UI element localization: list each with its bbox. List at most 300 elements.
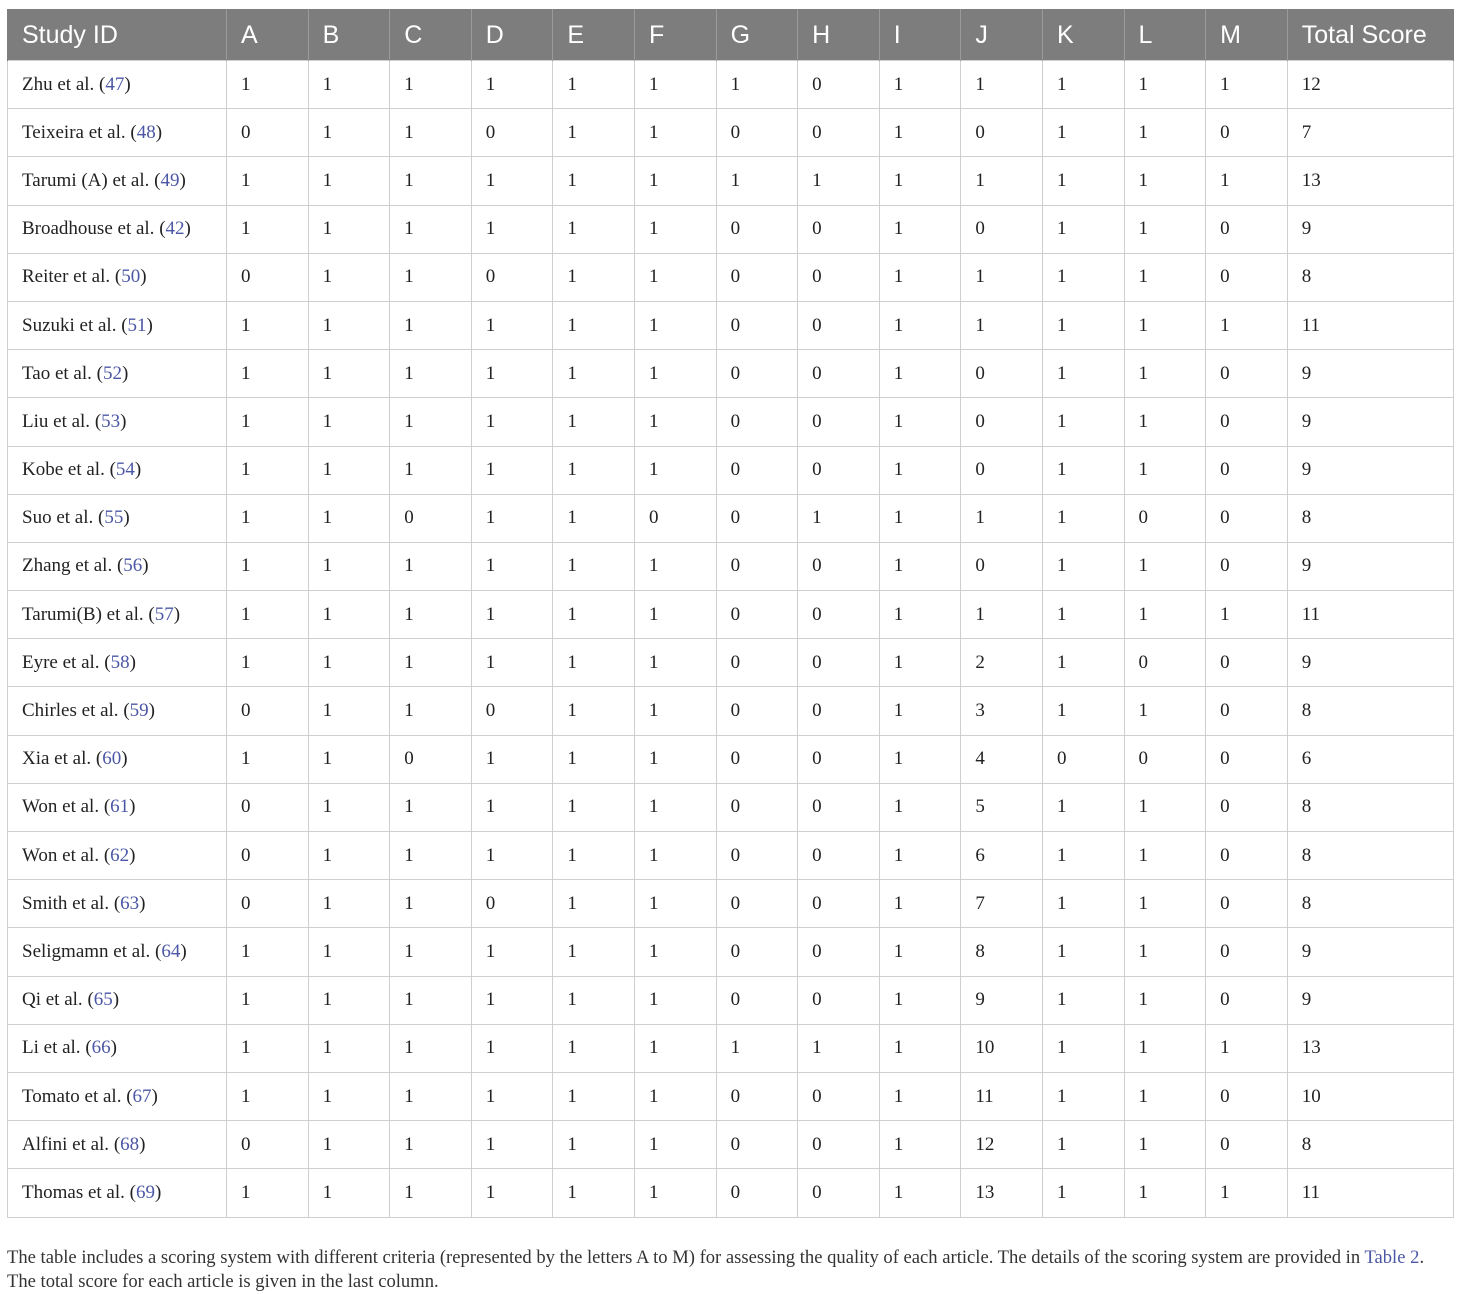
score-cell-m: 0 xyxy=(1206,1072,1288,1120)
score-cell-k: 1 xyxy=(1042,783,1124,831)
study-id-cell: Qi et al. (65) xyxy=(8,976,227,1024)
score-cell-k: 1 xyxy=(1042,687,1124,735)
study-name: Li et al. xyxy=(22,1037,81,1059)
score-cell-f: 1 xyxy=(634,253,716,301)
header-criterion-g: G xyxy=(716,10,798,61)
score-cell-g: 1 xyxy=(716,61,798,109)
score-cell-a: 0 xyxy=(227,109,309,157)
score-cell-f: 1 xyxy=(634,735,716,783)
score-cell-i: 1 xyxy=(879,639,961,687)
study-id-cell: Zhang et al. (56) xyxy=(8,542,227,590)
score-cell-b: 1 xyxy=(308,832,390,880)
score-cell-c: 1 xyxy=(390,1024,472,1072)
score-cell-j: 0 xyxy=(961,542,1043,590)
study-id-cell: Tomato et al. (67) xyxy=(8,1072,227,1120)
score-cell-l: 1 xyxy=(1124,446,1206,494)
study-name: Teixeira et al. xyxy=(22,121,126,143)
score-cell-c: 1 xyxy=(390,350,472,398)
score-cell-b: 1 xyxy=(308,446,390,494)
study-id-cell: Thomas et al. (69) xyxy=(8,1169,227,1217)
study-name: Suo et al. xyxy=(22,507,94,529)
study-id-cell: Reiter et al. (50) xyxy=(8,253,227,301)
table-body xyxy=(8,61,1454,1218)
reference-link[interactable]: 64 xyxy=(161,940,181,962)
table-row xyxy=(8,398,1454,446)
study-name: Thomas et al. xyxy=(22,1181,125,1203)
reference-link[interactable]: 50 xyxy=(121,266,141,288)
score-cell-a: 1 xyxy=(227,398,309,446)
score-cell-e: 1 xyxy=(553,109,635,157)
study-name: Tomato et al. xyxy=(22,1085,122,1107)
total-score-cell: 8 xyxy=(1287,783,1453,831)
score-cell-k: 1 xyxy=(1042,1121,1124,1169)
score-cell-b: 1 xyxy=(308,350,390,398)
study-name: Won et al. xyxy=(22,796,100,818)
quality-score-table xyxy=(7,9,1454,1218)
score-cell-i: 1 xyxy=(879,1072,961,1120)
score-cell-l: 1 xyxy=(1124,1169,1206,1217)
score-cell-c: 1 xyxy=(390,880,472,928)
score-cell-c: 1 xyxy=(390,398,472,446)
study-name: Xia et al. xyxy=(22,748,92,770)
study-id-cell: Liu et al. (53) xyxy=(8,398,227,446)
reference-link[interactable]: 47 xyxy=(105,73,125,95)
reference-link[interactable]: 60 xyxy=(102,748,122,770)
score-cell-d: 1 xyxy=(471,157,553,205)
score-cell-l: 1 xyxy=(1124,687,1206,735)
score-cell-i: 1 xyxy=(879,687,961,735)
header-criterion-j: J xyxy=(961,10,1043,61)
score-cell-k: 1 xyxy=(1042,494,1124,542)
score-cell-i: 1 xyxy=(879,494,961,542)
score-cell-a: 1 xyxy=(227,928,309,976)
score-cell-h: 1 xyxy=(798,494,880,542)
score-cell-k: 1 xyxy=(1042,109,1124,157)
total-score-cell: 12 xyxy=(1287,61,1453,109)
study-name: Kobe et al. xyxy=(22,459,105,481)
score-cell-g: 0 xyxy=(716,735,798,783)
study-name: Broadhouse et al. xyxy=(22,218,155,240)
score-cell-i: 1 xyxy=(879,783,961,831)
score-cell-a: 1 xyxy=(227,446,309,494)
score-cell-c: 1 xyxy=(390,446,472,494)
score-cell-i: 1 xyxy=(879,109,961,157)
score-cell-a: 1 xyxy=(227,205,309,253)
header-criterion-d: D xyxy=(471,10,553,61)
score-cell-b: 1 xyxy=(308,639,390,687)
header-criterion-i: I xyxy=(879,10,961,61)
study-id-cell: Teixeira et al. (48) xyxy=(8,109,227,157)
score-cell-m: 0 xyxy=(1206,350,1288,398)
score-cell-a: 1 xyxy=(227,350,309,398)
score-cell-h: 0 xyxy=(798,109,880,157)
score-cell-b: 1 xyxy=(308,1121,390,1169)
reference-link[interactable]: 55 xyxy=(104,507,124,529)
table-row xyxy=(8,494,1454,542)
score-cell-c: 1 xyxy=(390,832,472,880)
score-cell-b: 1 xyxy=(308,1024,390,1072)
score-cell-m: 0 xyxy=(1206,398,1288,446)
score-cell-g: 1 xyxy=(716,1024,798,1072)
score-cell-f: 1 xyxy=(634,928,716,976)
score-cell-l: 1 xyxy=(1124,1072,1206,1120)
score-cell-h: 0 xyxy=(798,253,880,301)
score-cell-d: 1 xyxy=(471,350,553,398)
study-id-cell: Li et al. (66) xyxy=(8,1024,227,1072)
score-cell-e: 1 xyxy=(553,1024,635,1072)
score-cell-m: 0 xyxy=(1206,109,1288,157)
score-cell-i: 1 xyxy=(879,1121,961,1169)
score-cell-e: 1 xyxy=(553,735,635,783)
total-score-cell: 9 xyxy=(1287,446,1453,494)
header-total-score: Total Score xyxy=(1287,10,1453,61)
total-score-cell: 9 xyxy=(1287,542,1453,590)
reference-link[interactable]: 68 xyxy=(120,1133,140,1155)
score-cell-k: 1 xyxy=(1042,253,1124,301)
score-cell-d: 0 xyxy=(471,880,553,928)
score-cell-b: 1 xyxy=(308,542,390,590)
table-row xyxy=(8,109,1454,157)
score-cell-d: 1 xyxy=(471,1121,553,1169)
study-id-cell: Alfini et al. (68) xyxy=(8,1121,227,1169)
score-cell-i: 1 xyxy=(879,591,961,639)
score-cell-l: 0 xyxy=(1124,735,1206,783)
score-cell-h: 1 xyxy=(798,157,880,205)
score-cell-b: 1 xyxy=(308,301,390,349)
score-cell-j: 1 xyxy=(961,494,1043,542)
study-name: Tarumi(B) et al. xyxy=(22,603,144,625)
score-cell-i: 1 xyxy=(879,398,961,446)
score-cell-e: 1 xyxy=(553,928,635,976)
reference-link[interactable]: 49 xyxy=(160,169,180,191)
reference-link[interactable]: 59 xyxy=(129,700,149,722)
score-cell-k: 1 xyxy=(1042,880,1124,928)
score-cell-l: 1 xyxy=(1124,301,1206,349)
score-cell-a: 0 xyxy=(227,832,309,880)
total-score-cell: 8 xyxy=(1287,687,1453,735)
reference-link[interactable]: 42 xyxy=(165,218,185,240)
score-cell-a: 1 xyxy=(227,494,309,542)
score-cell-a: 0 xyxy=(227,1121,309,1169)
study-id-cell: Chirles et al. (59) xyxy=(8,687,227,735)
score-cell-h: 0 xyxy=(798,1072,880,1120)
score-cell-j: 6 xyxy=(961,832,1043,880)
score-cell-e: 1 xyxy=(553,494,635,542)
table-row xyxy=(8,880,1454,928)
score-cell-f: 0 xyxy=(634,494,716,542)
score-cell-c: 1 xyxy=(390,205,472,253)
score-cell-g: 0 xyxy=(716,446,798,494)
score-cell-m: 0 xyxy=(1206,976,1288,1024)
score-cell-j: 0 xyxy=(961,205,1043,253)
score-cell-f: 1 xyxy=(634,446,716,494)
table-row xyxy=(8,1121,1454,1169)
study-id-cell: Suzuki et al. (51) xyxy=(8,301,227,349)
footnote-text-before: The table includes a scoring system with different criteria (represented by the letters A to M) for assessing the quality of each article. The details of the scoring system are provided in xyxy=(7,1246,1365,1268)
total-score-cell: 13 xyxy=(1287,157,1453,205)
score-cell-c: 1 xyxy=(390,639,472,687)
score-cell-g: 0 xyxy=(716,398,798,446)
score-cell-j: 5 xyxy=(961,783,1043,831)
quality-score-table-container xyxy=(7,9,1453,1218)
score-cell-b: 1 xyxy=(308,61,390,109)
score-cell-e: 1 xyxy=(553,253,635,301)
reference-link[interactable]: 69 xyxy=(135,1181,155,1203)
score-cell-a: 1 xyxy=(227,976,309,1024)
score-cell-h: 0 xyxy=(798,687,880,735)
study-name: Smith et al. xyxy=(22,892,110,914)
score-cell-e: 1 xyxy=(553,1121,635,1169)
table-row xyxy=(8,1072,1454,1120)
score-cell-k: 1 xyxy=(1042,639,1124,687)
score-cell-m: 1 xyxy=(1206,1024,1288,1072)
score-cell-k: 1 xyxy=(1042,205,1124,253)
score-cell-i: 1 xyxy=(879,1169,961,1217)
score-cell-m: 0 xyxy=(1206,446,1288,494)
score-cell-b: 1 xyxy=(308,735,390,783)
score-cell-i: 1 xyxy=(879,1024,961,1072)
total-score-cell: 9 xyxy=(1287,205,1453,253)
score-cell-m: 1 xyxy=(1206,1169,1288,1217)
score-cell-f: 1 xyxy=(634,783,716,831)
score-cell-c: 1 xyxy=(390,783,472,831)
score-cell-i: 1 xyxy=(879,301,961,349)
score-cell-d: 1 xyxy=(471,446,553,494)
study-id-cell: Eyre et al. (58) xyxy=(8,639,227,687)
table-row xyxy=(8,639,1454,687)
study-name: Alfini et al. xyxy=(22,1133,110,1155)
score-cell-l: 1 xyxy=(1124,832,1206,880)
score-cell-j: 0 xyxy=(961,446,1043,494)
reference-link[interactable]: 53 xyxy=(101,410,121,432)
score-cell-k: 1 xyxy=(1042,1024,1124,1072)
score-cell-d: 1 xyxy=(471,1169,553,1217)
score-cell-h: 0 xyxy=(798,928,880,976)
score-cell-e: 1 xyxy=(553,61,635,109)
score-cell-g: 0 xyxy=(716,591,798,639)
score-cell-j: 3 xyxy=(961,687,1043,735)
score-cell-e: 1 xyxy=(553,783,635,831)
score-cell-b: 1 xyxy=(308,398,390,446)
score-cell-l: 1 xyxy=(1124,783,1206,831)
score-cell-d: 1 xyxy=(471,928,553,976)
score-cell-h: 0 xyxy=(798,976,880,1024)
score-cell-c: 1 xyxy=(390,157,472,205)
score-cell-h: 0 xyxy=(798,591,880,639)
score-cell-j: 12 xyxy=(961,1121,1043,1169)
score-cell-g: 0 xyxy=(716,928,798,976)
score-cell-a: 0 xyxy=(227,253,309,301)
table-row xyxy=(8,783,1454,831)
study-id-cell: Xia et al. (60) xyxy=(8,735,227,783)
header-criterion-m: M xyxy=(1206,10,1288,61)
score-cell-f: 1 xyxy=(634,832,716,880)
score-cell-e: 1 xyxy=(553,205,635,253)
score-cell-m: 0 xyxy=(1206,542,1288,590)
score-cell-k: 1 xyxy=(1042,350,1124,398)
score-cell-d: 1 xyxy=(471,494,553,542)
score-cell-h: 0 xyxy=(798,880,880,928)
score-cell-h: 0 xyxy=(798,1169,880,1217)
score-cell-i: 1 xyxy=(879,157,961,205)
score-cell-e: 1 xyxy=(553,301,635,349)
score-cell-h: 0 xyxy=(798,446,880,494)
score-cell-l: 1 xyxy=(1124,591,1206,639)
reference-link[interactable]: 63 xyxy=(120,892,140,914)
score-cell-d: 1 xyxy=(471,205,553,253)
study-name: Tao et al. xyxy=(22,362,92,384)
study-id-cell: Tarumi (A) et al. (49) xyxy=(8,157,227,205)
reference-link[interactable]: 48 xyxy=(136,121,156,143)
reference-link[interactable]: 54 xyxy=(115,459,135,481)
score-cell-h: 0 xyxy=(798,398,880,446)
score-cell-l: 1 xyxy=(1124,61,1206,109)
score-cell-k: 0 xyxy=(1042,735,1124,783)
score-cell-f: 1 xyxy=(634,205,716,253)
score-cell-g: 0 xyxy=(716,639,798,687)
score-cell-j: 11 xyxy=(961,1072,1043,1120)
score-cell-i: 1 xyxy=(879,880,961,928)
score-cell-g: 0 xyxy=(716,1169,798,1217)
score-cell-c: 1 xyxy=(390,1169,472,1217)
total-score-cell: 7 xyxy=(1287,109,1453,157)
score-cell-d: 1 xyxy=(471,301,553,349)
table-row xyxy=(8,542,1454,590)
score-cell-c: 1 xyxy=(390,1072,472,1120)
score-cell-d: 1 xyxy=(471,61,553,109)
score-cell-k: 1 xyxy=(1042,398,1124,446)
table-footnote xyxy=(7,1246,1455,1294)
table-row xyxy=(8,687,1454,735)
score-cell-c: 1 xyxy=(390,253,472,301)
score-cell-l: 1 xyxy=(1124,253,1206,301)
reference-link[interactable]: 56 xyxy=(123,555,143,577)
score-cell-g: 0 xyxy=(716,301,798,349)
score-cell-g: 0 xyxy=(716,783,798,831)
study-name: Qi et al. xyxy=(22,989,83,1011)
score-cell-e: 1 xyxy=(553,1169,635,1217)
score-cell-b: 1 xyxy=(308,687,390,735)
score-cell-m: 0 xyxy=(1206,832,1288,880)
score-cell-m: 0 xyxy=(1206,928,1288,976)
score-cell-m: 1 xyxy=(1206,157,1288,205)
score-cell-i: 1 xyxy=(879,976,961,1024)
score-cell-f: 1 xyxy=(634,687,716,735)
table-row xyxy=(8,832,1454,880)
score-cell-f: 1 xyxy=(634,1072,716,1120)
header-criterion-e: E xyxy=(553,10,635,61)
total-score-cell: 8 xyxy=(1287,494,1453,542)
score-cell-l: 1 xyxy=(1124,976,1206,1024)
reference-link[interactable]: 62 xyxy=(110,844,130,866)
score-cell-g: 0 xyxy=(716,1121,798,1169)
score-cell-c: 1 xyxy=(390,542,472,590)
score-cell-g: 0 xyxy=(716,109,798,157)
score-cell-m: 0 xyxy=(1206,494,1288,542)
score-cell-e: 1 xyxy=(553,687,635,735)
score-cell-d: 1 xyxy=(471,639,553,687)
score-cell-h: 0 xyxy=(798,61,880,109)
score-cell-k: 1 xyxy=(1042,1169,1124,1217)
score-cell-g: 0 xyxy=(716,253,798,301)
score-cell-f: 1 xyxy=(634,109,716,157)
total-score-cell: 9 xyxy=(1287,976,1453,1024)
study-id-cell: Tarumi(B) et al. (57) xyxy=(8,591,227,639)
score-cell-k: 1 xyxy=(1042,446,1124,494)
score-cell-k: 1 xyxy=(1042,1072,1124,1120)
score-cell-e: 1 xyxy=(553,880,635,928)
header-row xyxy=(8,10,1454,61)
score-cell-c: 1 xyxy=(390,928,472,976)
reference-link[interactable]: 67 xyxy=(132,1085,152,1107)
table-row xyxy=(8,735,1454,783)
reference-link[interactable]: 57 xyxy=(154,603,174,625)
score-cell-c: 1 xyxy=(390,976,472,1024)
total-score-cell: 8 xyxy=(1287,1121,1453,1169)
score-cell-g: 0 xyxy=(716,205,798,253)
score-cell-h: 0 xyxy=(798,205,880,253)
score-cell-j: 1 xyxy=(961,157,1043,205)
score-cell-j: 0 xyxy=(961,109,1043,157)
reference-link[interactable]: 66 xyxy=(91,1037,111,1059)
score-cell-c: 0 xyxy=(390,735,472,783)
header-criterion-h: H xyxy=(798,10,880,61)
reference-link[interactable]: 58 xyxy=(110,651,130,673)
score-cell-a: 1 xyxy=(227,1072,309,1120)
score-cell-k: 1 xyxy=(1042,301,1124,349)
score-cell-l: 0 xyxy=(1124,639,1206,687)
score-cell-c: 0 xyxy=(390,494,472,542)
score-cell-b: 1 xyxy=(308,205,390,253)
reference-link[interactable]: 51 xyxy=(127,314,147,336)
study-name: Zhang et al. xyxy=(22,555,113,577)
score-cell-g: 0 xyxy=(716,1072,798,1120)
table-row xyxy=(8,157,1454,205)
score-cell-c: 1 xyxy=(390,1121,472,1169)
score-cell-d: 1 xyxy=(471,398,553,446)
score-cell-j: 1 xyxy=(961,61,1043,109)
score-cell-l: 1 xyxy=(1124,109,1206,157)
score-cell-m: 0 xyxy=(1206,205,1288,253)
score-cell-h: 0 xyxy=(798,1121,880,1169)
score-cell-e: 1 xyxy=(553,157,635,205)
score-cell-e: 1 xyxy=(553,446,635,494)
score-cell-g: 0 xyxy=(716,976,798,1024)
study-id-cell: Tao et al. (52) xyxy=(8,350,227,398)
table-2-link[interactable]: Table 2 xyxy=(1364,1246,1420,1268)
study-name: Won et al. xyxy=(22,844,100,866)
score-cell-d: 1 xyxy=(471,542,553,590)
score-cell-b: 1 xyxy=(308,494,390,542)
score-cell-l: 1 xyxy=(1124,350,1206,398)
reference-link[interactable]: 65 xyxy=(93,989,113,1011)
score-cell-m: 1 xyxy=(1206,591,1288,639)
score-cell-e: 1 xyxy=(553,591,635,639)
score-cell-d: 1 xyxy=(471,591,553,639)
header-criterion-f: F xyxy=(634,10,716,61)
score-cell-a: 1 xyxy=(227,735,309,783)
reference-link[interactable]: 52 xyxy=(102,362,122,384)
score-cell-k: 1 xyxy=(1042,542,1124,590)
score-cell-b: 1 xyxy=(308,157,390,205)
score-cell-i: 1 xyxy=(879,61,961,109)
score-cell-b: 1 xyxy=(308,109,390,157)
score-cell-k: 1 xyxy=(1042,976,1124,1024)
score-cell-g: 0 xyxy=(716,832,798,880)
study-name: Chirles et al. xyxy=(22,700,119,722)
reference-link[interactable]: 61 xyxy=(110,796,130,818)
header-study-id: Study ID xyxy=(8,10,227,61)
